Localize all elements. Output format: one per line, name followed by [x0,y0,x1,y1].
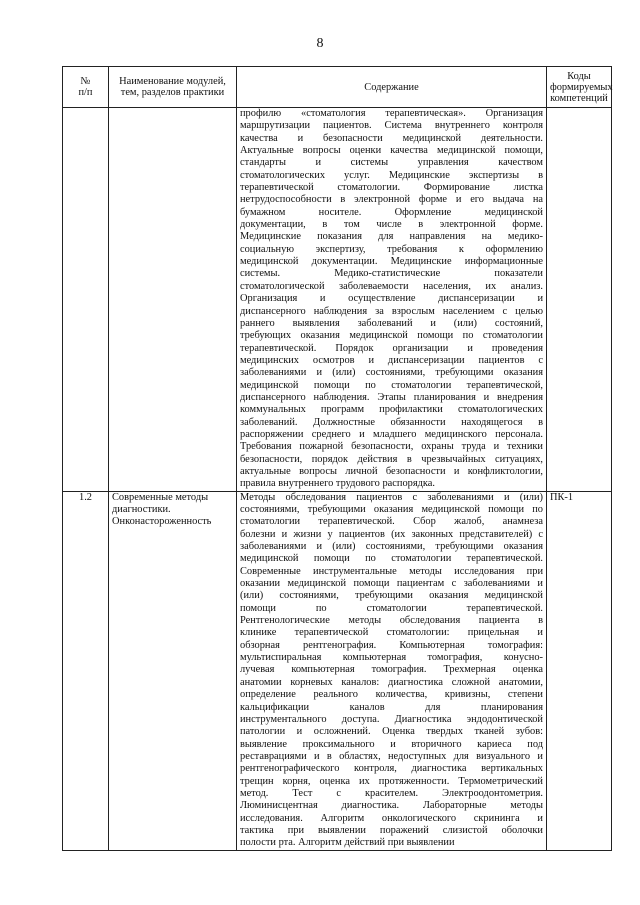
content-line: Актуальные вопросы оценки качества медицинской помощи, [240,145,543,157]
module-name-line: Современные методы [112,491,209,503]
content-line: безопасности, порядок действия в чрезвычайных ситуациях, [240,453,543,465]
module-name-line: Онконастороженность [112,516,212,528]
content-line: качества и безопасности медицинской деятельности. [240,132,543,144]
content-line: медицинской документации. Медицинские информационные [240,256,543,268]
content-line: анатомии корневых каналов: диагностика сложной анатомии, [240,676,543,688]
content-line: Организация и осуществление диспансеризации и [240,293,543,305]
header-content: Содержание [237,67,547,108]
content-line: стоматологической заболеваемости населения, их анализ. [240,280,543,292]
content-line: медицинских осмотров и диспансеризации пациентов с [240,354,543,366]
content-line: бумажном носителе. Оформление медицинской [240,206,543,218]
content-line: Требования пожарной безопасности, охраны труда и техники [240,441,543,453]
header-module-name: Наименование модулей, тем, разделов практики [109,67,237,108]
row-number [63,108,109,492]
content-line: Медицинские показания для направления на медико- [240,231,543,243]
content-line: стандарты и системы управления качеством [240,157,543,169]
content-line: Методы обследования пациентов с заболеваниями и (или) [240,491,543,503]
content-line: заболеваниями и (или) состояниями, требующими оказания [240,541,543,553]
content-line: болезни и жизни у пациентов (их законных представителей) с [240,528,543,540]
module-name [109,108,237,492]
content-line: профилю «стоматология терапевтическая». Организация [240,108,543,119]
content-line: тактика при выявлении поражений слизистой оболочки [240,824,543,836]
content-line: трещин корня, оценка их протяженности. Термометрический [240,775,543,787]
content-line: нетрудоспособности в электронной форме и его выдача на [240,194,543,206]
content-line: помощи по стоматологии терапевтической. [240,602,543,614]
content-line: лучевая компьютерная томография. Трехмерная оценка [240,664,543,676]
table-row [63,108,612,492]
module-name-line: диагностики. [112,504,171,515]
content-line: исследования. Алгоритм онкологического скрининга и [240,812,543,824]
content-line: раннего выявления заболеваний и (или) состояний, [240,317,543,329]
content-line: маршрутизации пациентов. Система внутреннего контроля [240,120,543,132]
content-line: обзорная рентгенография. Компьютерная томография: [240,639,543,651]
content-line: терапевтической стоматологии. Формирование листка [240,182,543,194]
content-line: Люминисцентная диагностика. Лабораторные методы [240,800,543,812]
content-line: (или) состояниями, требующими оказания медицинской [240,590,543,602]
content-line: выявление проксимального и вторичного кариеса под [240,738,543,750]
content-line: диспансерного наблюдения за взрослым населением с целью [240,305,543,317]
content-line: Современные инструментальные методы исследования при [240,565,543,577]
content-line: терапевтической. Порядок организации и проведения [240,342,543,354]
content-line: документации, в том числе в электронной форме. [240,219,543,231]
content-line: Рентгенологические методы обследования пациента в [240,615,543,627]
page-number: 8 [316,36,324,51]
header-competence-codes: Коды формируемых компетенций [547,67,612,108]
practice-program-table [62,66,612,851]
content-line: диспансерного наблюдения. Этапы планирования и внедрения [240,391,543,403]
content-description [237,108,547,492]
header-number: № п/п [63,67,109,108]
content-line: правила внутреннего трудового распорядка. [240,478,436,490]
module-name [109,491,237,850]
content-line: заболеваниями и (или) состояниями, требующими оказания [240,367,543,379]
content-line: заболеваний. Должностные обязанности находящегося в [240,416,543,428]
content-line: медицинской помощи по стоматологии терапевтической. [240,553,543,565]
table-body [63,108,612,851]
content-line: требующих оказания медицинской помощи по стоматологии [240,330,543,342]
content-line: стоматологических услуг. Медицинские экспертизы в [240,169,543,181]
content-line: полости рта. Алгоритм действий при выявлении [240,837,455,849]
content-line: стоматологии терапевтической. Сбор жалоб, анамнеза [240,516,543,528]
competence-code [547,108,612,492]
content-line: патологии и осложнений. Оценка твердых тканей зубов: [240,726,543,738]
content-line: реставрациями и в областях, недоступных для визуального и [240,750,543,762]
content-line: клинике терапевтической стоматологии: прицельная и [240,627,543,639]
table-row [63,491,612,850]
table-header-row [63,67,612,108]
content-line: социальную экспертизу, требования к оформлению [240,243,543,255]
content-line: распоряжении среднего и младшего медицинского персонала. [240,428,543,440]
content-line: определение реального количества, кривизны, степени [240,689,543,701]
content-line: кальцификации каналов для планирования [240,701,543,713]
content-line: состояниями, требующими оказания медицинской помощи по [240,504,543,515]
competence-code: ПК-1 [547,491,612,850]
content-line: актуальные вопросы личной безопасности и конфликтологии, [240,465,543,477]
content-line: системы. Медико-статистические показатели [240,268,543,280]
content-line: оказании медицинской помощи пациентам с заболеваниями и [240,578,543,590]
content-description [237,491,547,850]
content-line: метод. Тест с красителем. Электроодонтометрия. [240,787,543,799]
row-number: 1.2 [63,491,109,850]
content-line: коммунальных программ профилактики стоматологических [240,404,543,416]
content-line: инструментального доступа. Диагностика эндодонтической [240,713,543,725]
content-line: рентгенографического контроля, диагностика вертикальных [240,763,543,775]
content-line: мультиспиральная компьютерная томография, конусно- [240,652,543,664]
content-line: медицинской помощи по стоматологии терапевтической, [240,379,543,391]
